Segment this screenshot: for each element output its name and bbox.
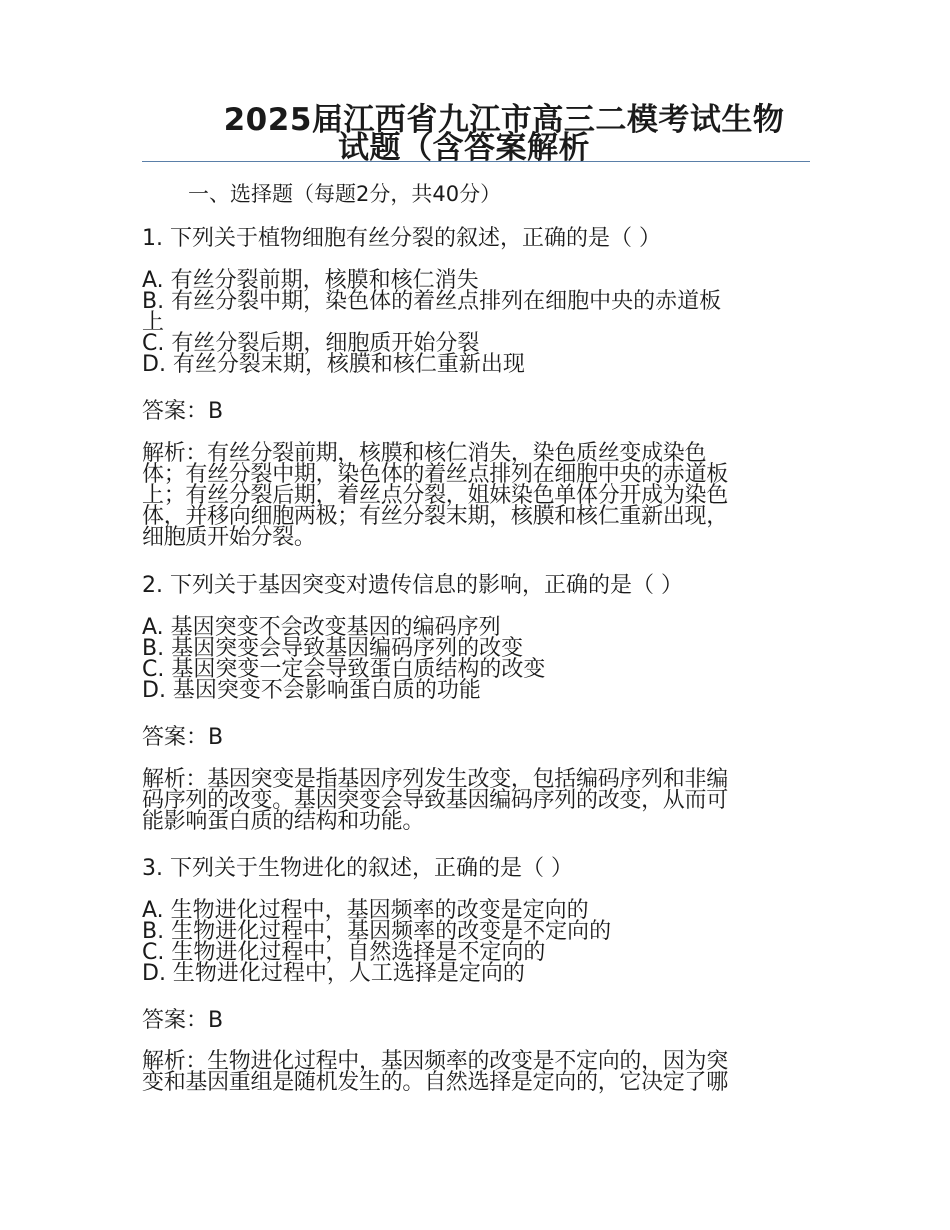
option-a: A. 有丝分裂前期，核膜和核仁消失 [142,268,479,293]
question-1-answer: 答案：B [142,399,224,424]
question-3-explanation [142,1051,812,1093]
option-c: C. 有丝分裂后期，细胞质开始分裂 [142,331,480,356]
explanation-line: 码序列的改变。基因突变会导致基因编码序列的改变，从而可 [142,788,728,813]
question-2-options [142,617,812,701]
question-2-explanation [142,769,812,832]
explanation-line: 细胞质开始分裂。 [142,525,316,550]
explanation-line: 解析：基因突变是指基因序列发生改变，包括编码序列和非编 [142,767,728,792]
option-b: B. 基因突变会导致基因编码序列的改变 [142,636,524,661]
option-b: B. 生物进化过程中，基因频率的改变是不定向的 [142,919,612,944]
option-d: D. 生物进化过程中，人工选择是定向的 [142,961,525,986]
option-c: C. 生物进化过程中，自然选择是不定向的 [142,940,546,965]
explanation-line: 变和基因重组是随机发生的。自然选择是定向的，它决定了哪 [142,1070,728,1095]
option-b: B. 有丝分裂中期，染色体的着丝点排列在细胞中央的赤道板 [142,289,722,314]
option-a: A. 生物进化过程中，基因频率的改变是定向的 [142,898,589,923]
title-line-2: 试题（含答案解析 [338,130,590,166]
explanation-line: 解析：有丝分裂前期，核膜和核仁消失，染色质丝变成染色 [142,441,707,466]
question-2-stem: 2. 下列关于基因突变对遗传信息的影响，正确的是（ ） [142,573,683,598]
question-3-options [142,900,812,984]
question-3-stem: 3. 下列关于生物进化的叙述，正确的是（ ） [142,856,573,881]
question-1-stem: 1. 下列关于植物细胞有丝分裂的叙述，正确的是（ ） [142,226,661,251]
question-3-answer: 答案：B [142,1008,224,1033]
explanation-line: 能影响蛋白质的结构和功能。 [142,809,425,834]
question-1-options [142,270,812,375]
explanation-line: 上；有丝分裂后期，着丝点分裂，姐妹染色单体分开成为染色 [142,483,728,508]
question-2-answer: 答案：B [142,725,224,750]
option-d: D. 基因突变不会影响蛋白质的功能 [142,678,481,703]
option-b-continued: 上 [142,310,165,335]
title-line-1: 2025届江西省九江市高三二模考试生物 [223,102,785,138]
option-c: C. 基因突变一定会导致蛋白质结构的改变 [142,657,546,682]
option-a: A. 基因突变不会改变基因的编码序列 [142,615,501,640]
explanation-line: 体，并移向细胞两极；有丝分裂末期，核膜和核仁重新出现， [142,504,728,529]
option-d: D. 有丝分裂末期，核膜和核仁重新出现 [142,352,525,377]
title-divider [142,161,810,162]
section-heading: 一、选择题（每题2分，共40分） [188,182,502,206]
question-1-explanation [142,443,812,548]
explanation-line: 体；有丝分裂中期，染色体的着丝点排列在细胞中央的赤道板 [142,462,728,487]
explanation-line: 解析：生物进化过程中，基因频率的改变是不定向的，因为突 [142,1049,728,1074]
document-title [142,102,810,166]
